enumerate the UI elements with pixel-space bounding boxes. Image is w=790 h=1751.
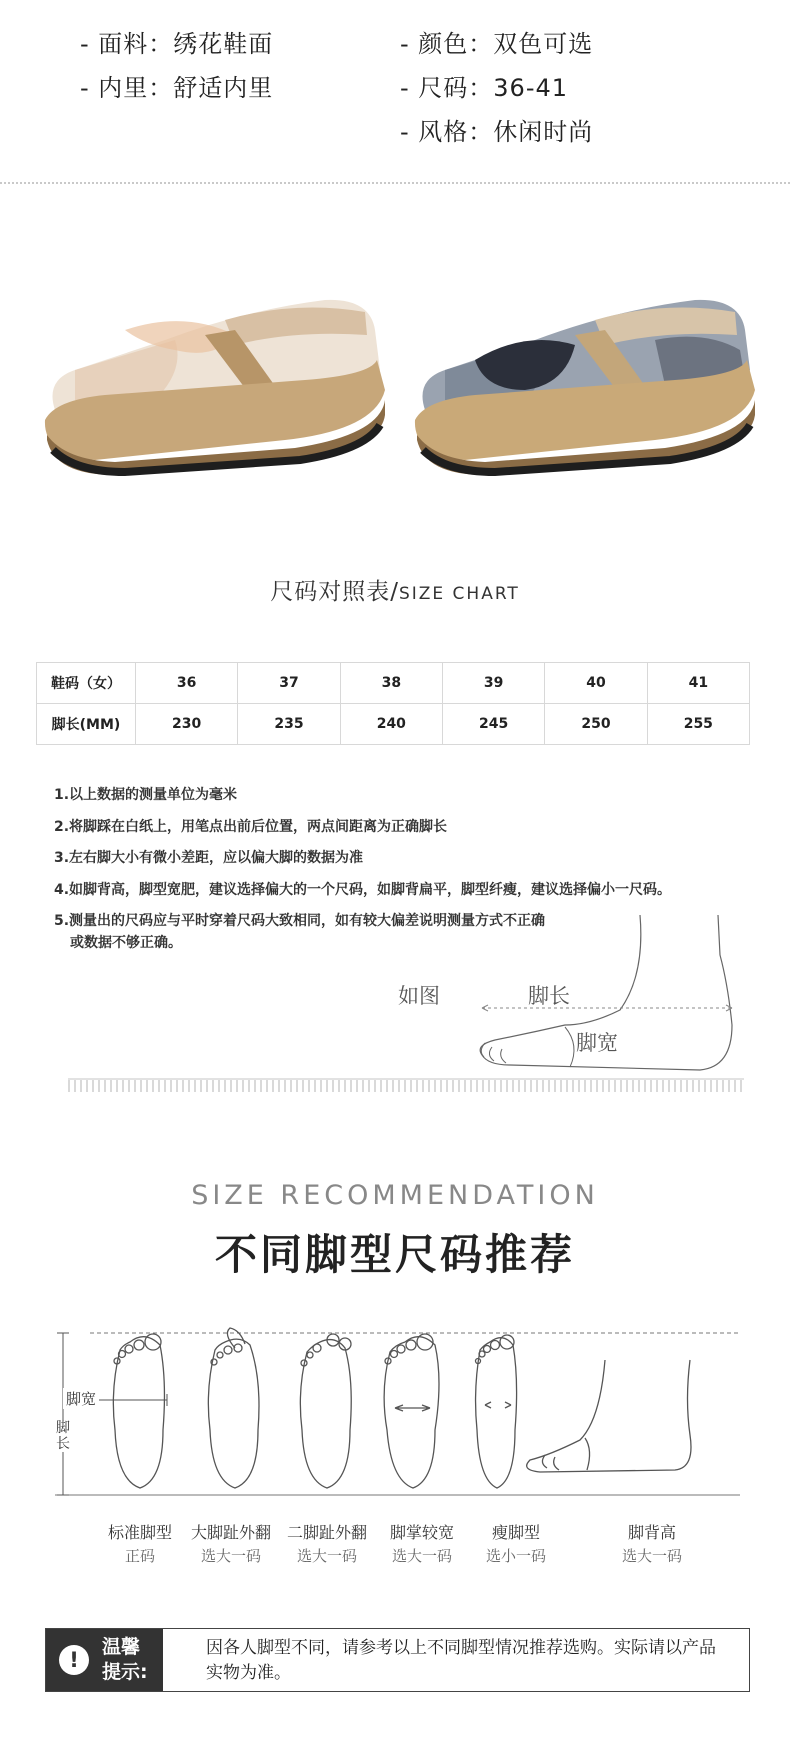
tip-label	[102, 1635, 148, 1685]
label-foot-width: 脚宽	[576, 1031, 618, 1055]
size-chart-title-zh: 尺码对照表/	[270, 579, 399, 605]
dotted-divider	[0, 182, 790, 184]
table-cell: 250	[545, 704, 647, 745]
ground-strip	[68, 1078, 744, 1092]
tip-label-block	[46, 1629, 163, 1691]
note-1: 1.以上数据的测量单位为毫米	[54, 787, 238, 803]
exclamation-icon: !	[59, 1645, 89, 1675]
spec-color: - 颜色：双色可选	[400, 30, 594, 58]
label-width: 脚宽	[63, 1388, 99, 1409]
table-cell: 38	[340, 663, 442, 704]
spec-lining: - 内里：舒适内里	[80, 74, 274, 102]
foot-type-slim-advice: 选小一码	[485, 1547, 546, 1565]
label-foot-length: 脚长	[528, 984, 570, 1008]
note-5-continued: 或数据不够正确。	[70, 934, 182, 951]
table-row	[37, 704, 750, 745]
table-cell: 41	[647, 663, 749, 704]
foot-types-illustration	[45, 1320, 745, 1500]
table-cell: 245	[442, 704, 544, 745]
foot-type-second-toe: 二脚趾外翻	[286, 1523, 367, 1542]
foot-type-bunion-advice: 选大一码	[200, 1547, 261, 1565]
spec-fabric: - 面料：绣花鞋面	[80, 30, 274, 58]
table-cell: 36	[136, 663, 238, 704]
size-table	[36, 662, 750, 745]
foot-type-high-instep: 脚背高	[627, 1523, 676, 1542]
shoe-grey-image	[405, 290, 755, 480]
tip-box	[45, 1628, 750, 1692]
label-length: 脚长	[56, 1420, 70, 1452]
table-cell: 39	[442, 663, 544, 704]
foot-type-slim: 瘦脚型	[491, 1523, 540, 1542]
foot-type-wide-advice: 选大一码	[391, 1547, 452, 1565]
table-cell: 40	[545, 663, 647, 704]
foot-type-second-toe-advice: 选大一码	[296, 1547, 357, 1565]
shoe-beige-image	[35, 290, 385, 480]
note-4: 4.如脚背高，脚型宽肥，建议选择偏大的一个尺码，如脚背扁平，脚型纤瘦，建议选择偏小一尺码。	[54, 881, 672, 898]
note-2: 2.将脚踩在白纸上，用笔点出前后位置，两点间距离为正确脚长	[54, 818, 448, 835]
table-cell: 235	[238, 704, 340, 745]
note-3: 3.左右脚大小有微小差距，应以偏大脚的数据为准	[54, 850, 364, 866]
foot-type-high-instep-advice: 选大一码	[621, 1547, 682, 1565]
table-cell: 255	[647, 704, 749, 745]
spec-style: - 风格：休闲时尚	[400, 118, 594, 146]
table-cell: 37	[238, 663, 340, 704]
table-row	[37, 663, 750, 704]
recommendation-title-en: SIZE RECOMMENDATION	[191, 1180, 599, 1211]
table-cell: 230	[136, 704, 238, 745]
foot-type-bunion: 大脚趾外翻	[190, 1523, 271, 1542]
note-5: 5.测量出的尺码应与平时穿着尺码大致相同，如有较大偏差说明测量方式不正确	[54, 913, 546, 929]
size-chart-title	[0, 573, 790, 606]
recommendation-title-zh: 不同脚型尺码推荐	[214, 1230, 575, 1279]
tip-text: 因各人脚型不同，请参考以上不同脚型情况推荐选购。实际请以产品实物为准。	[206, 1638, 716, 1683]
foot-type-wide: 脚掌较宽	[389, 1523, 454, 1542]
table-cell: 240	[340, 704, 442, 745]
tip-label-line2: 提示:	[102, 1661, 148, 1683]
foot-type-standard: 标准脚型	[107, 1523, 172, 1542]
spec-size: - 尺码：36-41	[400, 74, 569, 102]
row-label-foot-length: 脚长(MM)	[37, 704, 136, 745]
label-as-shown: 如图	[398, 984, 440, 1008]
row-label-shoe-size: 鞋码（女）	[37, 663, 136, 704]
tip-label-line1: 温馨	[102, 1636, 141, 1658]
foot-type-standard-advice: 正码	[124, 1547, 155, 1565]
size-chart-title-en: SIZE CHART	[398, 584, 520, 604]
